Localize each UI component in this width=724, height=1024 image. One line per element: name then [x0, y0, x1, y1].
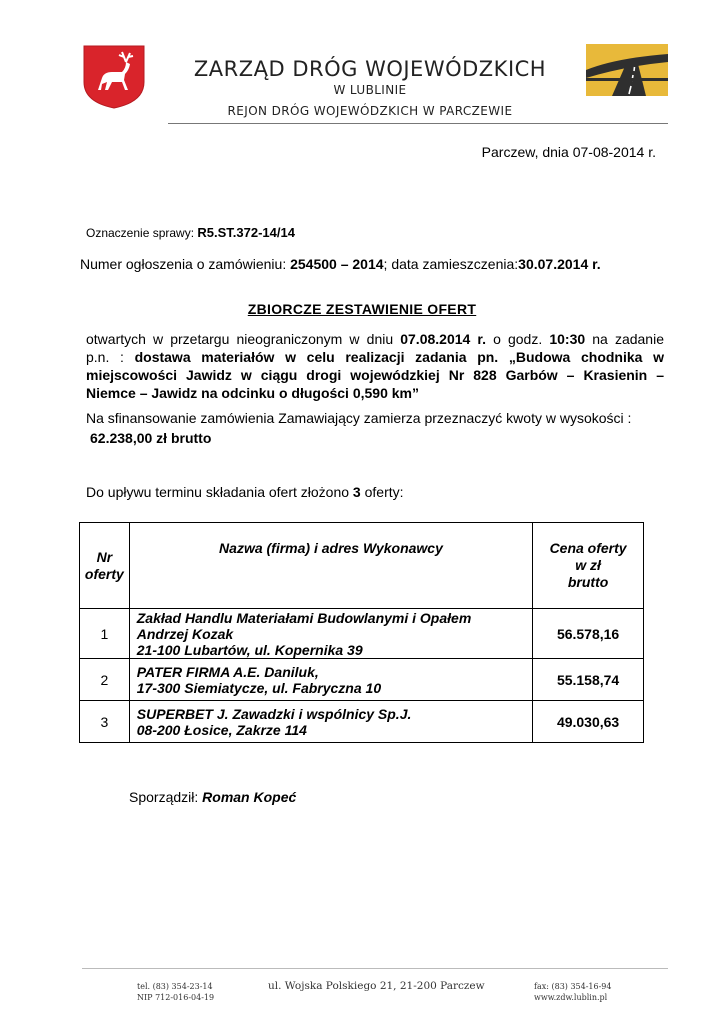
task-name-line-3: Niemce – Jawidz na odcinku o długości 0,590 km”: [86, 385, 419, 401]
intro-text: p.n. :: [86, 349, 135, 365]
offers-count-text: Do upływu terminu składania ofert złożono: [86, 484, 353, 500]
offer-number: 3: [80, 701, 130, 743]
table-row: [80, 659, 644, 701]
contractor-line: 17-300 Siemiatycze, ul. Fabryczna 10: [136, 679, 382, 696]
header-text: oferty: [84, 565, 124, 582]
footer-nip: NIP 712-016-04-19: [137, 993, 215, 1002]
contractor-cell: [129, 609, 532, 659]
organization-name: ZARZĄD DRÓG WOJEWÓDZKICH: [193, 57, 547, 81]
offer-price: 55.158,74: [533, 659, 644, 701]
prepared-by: [129, 789, 296, 805]
footer-divider: [82, 968, 668, 969]
offers-count-text: oferty:: [360, 484, 404, 500]
budget-text: Na sfinansowanie zamówienia Zamawiający zamierza przeznaczyć kwoty w wysokości :: [86, 410, 632, 426]
contractor-line: Andrzej Kozak: [136, 625, 234, 642]
case-reference: [86, 225, 295, 240]
offers-count-line: [86, 484, 404, 500]
opening-date: 07.08.2014 r.: [400, 331, 486, 347]
header-offer-number: [80, 523, 130, 609]
offer-number: 1: [80, 609, 130, 659]
intro-line-2: [86, 348, 664, 366]
contractor-line: 08-200 Łosice, Zakrze 114: [136, 721, 307, 738]
coat-of-arms-logo: [82, 44, 146, 110]
footer-contact: [137, 981, 214, 1003]
header-divider: [168, 123, 668, 124]
task-name-line-1: dostawa materiałów w celu realizacji zadania pn. „Budowa chodnika w: [134, 349, 664, 365]
intro-text: otwartych w przetargu nieograniczonym w dniu: [86, 331, 401, 347]
header-text: w zł: [575, 557, 601, 573]
organization-city: W LUBLINIE: [333, 83, 407, 97]
offers-count-value: 3: [352, 484, 361, 500]
intro-line-1: [86, 330, 664, 348]
contractor-cell: [129, 701, 532, 743]
opening-time: 10:30: [549, 331, 586, 347]
offer-price: 49.030,63: [533, 701, 644, 743]
organization-region: REJON DRÓG WOJEWÓDZKICH W PARCZEWIE: [227, 104, 513, 118]
header-price: [533, 523, 644, 609]
budget-amount: 62.238,00 zł brutto: [90, 430, 212, 446]
contractor-cell: [129, 659, 532, 701]
header-text: Cena oferty: [549, 540, 627, 556]
notice-line: [80, 256, 601, 272]
footer-address: ul. Wojska Polskiego 21, 21-200 Parczew: [268, 980, 485, 992]
notice-label: Numer ogłoszenia o zamówieniu:: [80, 256, 291, 272]
notice-date: 30.07.2014 r.: [518, 256, 601, 272]
prepared-by-label: Sporządził:: [129, 789, 203, 805]
road-logo: [586, 44, 668, 96]
footer-phone: tel. (83) 354-23-14: [137, 982, 213, 991]
intro-text: o godz.: [485, 331, 550, 347]
table-row: [80, 609, 644, 659]
footer-fax: fax: (83) 354-16-94: [534, 982, 612, 991]
header-text: Nr: [96, 548, 113, 565]
document-date: Parczew, dnia 07-08-2014 r.: [481, 144, 656, 160]
contractor-line: PATER FIRMA A.E. Daniluk,: [136, 663, 319, 680]
notice-date-label: ; data zamieszczenia:: [383, 256, 519, 272]
prepared-by-name: Roman Kopeć: [202, 789, 297, 805]
notice-number: 254500 – 2014: [290, 256, 384, 272]
footer-fax-web: [534, 981, 611, 1003]
case-reference-label: Oznaczenie sprawy:: [86, 226, 198, 240]
contractor-line: SUPERBET J. Zawadzki i wspólnicy Sp.J.: [136, 705, 412, 722]
header-text: brutto: [567, 574, 609, 590]
header-text: Nazwa (firma) i adres Wykonawcy: [219, 540, 443, 556]
case-reference-value: R5.ST.372-14/14: [197, 225, 295, 240]
task-name-line-2: miejscowości Jawidz w ciągu drogi wojewódzkiej Nr 828 Garbów – Krasienin –: [86, 367, 664, 383]
offer-price: 56.578,16: [533, 609, 644, 659]
offers-table: [79, 522, 644, 743]
table-header-row: [80, 523, 644, 609]
header-contractor: [129, 523, 532, 609]
summary-title: ZBIORCZE ZESTAWIENIE OFERT: [247, 301, 477, 317]
contractor-line: Zakład Handlu Materiałami Budowlanymi i Opałem: [136, 609, 472, 626]
footer-website: www.zdw.lublin.pl: [534, 993, 608, 1002]
contractor-line: 21-100 Lubartów, ul. Kopernika 39: [136, 641, 363, 658]
offer-number: 2: [80, 659, 130, 701]
intro-text: na zadanie: [585, 331, 664, 347]
table-row: [80, 701, 644, 743]
